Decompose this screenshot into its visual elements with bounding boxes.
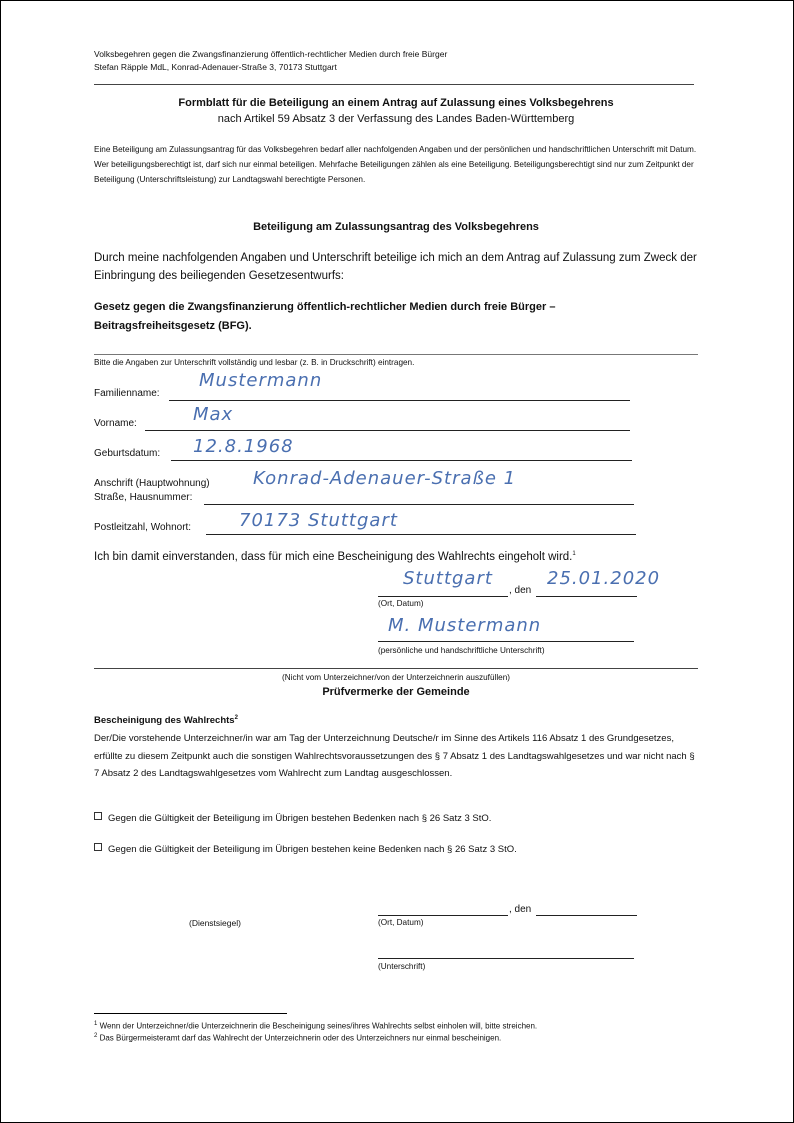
office-divider [94, 668, 698, 669]
header-line-1: Volksbegehren gegen die Zwangsfinanzierung öffentlich-rechtlicher Medien durch freie Bürger [94, 49, 448, 59]
firstname-line [145, 430, 630, 431]
office-signature-line [378, 958, 634, 959]
office-title: Prüfvermerke der Gemeinde [322, 686, 470, 698]
consent-text [94, 551, 576, 563]
date-line [536, 596, 637, 597]
birthdate-line [171, 460, 632, 461]
form-subtitle: nach Artikel 59 Absatz 3 der Verfassung des Landes Baden-Württemberg [217, 113, 575, 125]
place-line [378, 596, 508, 597]
surname-field[interactable]: Mustermann [199, 370, 323, 391]
office-place-line [378, 915, 508, 916]
address-label-1: Anschrift (Hauptwohnung) [94, 478, 210, 489]
signature-field[interactable]: M. Mustermann [388, 615, 542, 636]
header-line-2: Stefan Räpple MdL, Konrad-Adenauer-Straße 3, 70173 Stuttgart [94, 62, 337, 72]
certificate-footnote-mark: 2 [234, 715, 238, 721]
fields-divider [94, 354, 698, 355]
office-den-label: , den [509, 904, 532, 915]
surname-label: Familienname: [94, 388, 160, 399]
checkbox-no-concerns[interactable] [94, 843, 102, 851]
form-title: Formblatt für die Beteiligung an einem Antrag auf Zulassung eines Volksbegehrens [178, 97, 614, 109]
certificate-text: Der/Die vorstehende Unterzeichner/in war am Tag der Unterzeichnung Deutsche/r im Sinne des Artikels 116 Absatz 1 des Grundgesetzes, erfüllte zu diesem Zeitpunkt auch die sonstigen Wahlrechtsvoraussetzungen des § 7 Absatz 1 des Landtagswahlgesetzes und war nicht nach § 7 Absatz 2 des Landtagswahlgesetzes vom Wahlrecht zum Landtag ausgeschlossen. [94, 733, 695, 779]
option-concerns[interactable] [94, 812, 491, 824]
header-divider [94, 84, 694, 85]
firstname-label: Vorname: [94, 418, 137, 429]
consent-footnote-mark: 1 [572, 551, 576, 558]
firstname-field[interactable]: Max [193, 404, 234, 425]
date-field[interactable]: 25.01.2020 [547, 568, 661, 589]
signature-line [378, 641, 634, 642]
footnote-1-mark: 1 [94, 1021, 98, 1027]
office-signature-caption: (Unterschrift) [378, 962, 426, 971]
birthdate-label: Geburtsdatum: [94, 448, 161, 459]
signature-caption: (persönliche und handschriftliche Unterschrift) [378, 646, 545, 655]
postal-field[interactable]: 70173 Stuttgart [239, 510, 398, 531]
declaration-text: Durch meine nachfolgenden Angaben und Unterschrift beteilige ich mich an dem Antrag auf Zulassung zum Zweck der Einbringung des beiliegenden Gesetzesentwurfs: [94, 252, 697, 282]
den-label: , den [509, 585, 532, 596]
certificate-heading [94, 715, 238, 726]
postal-line [206, 534, 636, 535]
footnote-2-mark: 2 [94, 1033, 98, 1039]
consent-sentence: Ich bin damit einverstanden, dass für mich eine Bescheinigung des Wahlrechts eingeholt wird. [94, 551, 573, 563]
option-concerns-label: Gegen die Gültigkeit der Beteiligung im Übrigen bestehen Bedenken nach § 26 Satz 3 StO. [108, 813, 492, 824]
section-title: Beteiligung am Zulassungsantrag des Volksbegehrens [253, 221, 539, 233]
address-label-2: Straße, Hausnummer: [94, 492, 193, 503]
postal-label: Postleitzahl, Wohnort: [94, 522, 192, 533]
office-date-line [536, 915, 637, 916]
law-title: Gesetz gegen die Zwangsfinanzierung öffentlich-rechtlicher Medien durch freie Bürger – Beitragsfreiheitsgesetz (BFG). [94, 301, 556, 332]
certificate-title: Bescheinigung des Wahlrechts [94, 715, 235, 727]
intro-text: Eine Beteiligung am Zulassungsantrag für das Volksbegehren bedarf aller nachfolgenden Angaben und der persönlichen und handschriftlichen Unterschrift mit Datum. Wer beteiligungsberechtigt ist, darf sich nur einmal beteiligen. Mehrfache Beteiligungen zählen als eine Beteiligung. Beteiligungsberechtigt sind nur zum Zeitpunkt der Beteiligung (Unterschriftsleistung) zur Landtagswahl berechtigte Personen. [94, 145, 697, 184]
address-line [204, 504, 634, 505]
option-no-concerns[interactable] [94, 843, 517, 855]
footnote-2-text: Das Bürgermeisteramt darf das Wahlrecht der Unterzeichnerin oder des Unterzeichners nur einmal bescheinigen. [99, 1033, 502, 1043]
footnote-1 [94, 1021, 537, 1031]
address-field[interactable]: Konrad-Adenauer-Straße 1 [253, 468, 517, 489]
surname-line [169, 400, 630, 401]
place-field[interactable]: Stuttgart [403, 568, 493, 589]
birthdate-field[interactable]: 12.8.1968 [193, 436, 294, 457]
footnote-1-text: Wenn der Unterzeichner/die Unterzeichnerin die Bescheinigung seines/ihres Wahlrechts selbst einholen will, bitte streichen. [99, 1021, 538, 1031]
office-note: (Nicht vom Unterzeichner/von der Unterzeichnerin auszufüllen) [282, 673, 510, 682]
seal-caption: (Dienstsiegel) [189, 918, 241, 928]
footnote-2 [94, 1033, 501, 1043]
place-date-caption: (Ort, Datum) [378, 599, 424, 608]
footnote-divider [94, 1013, 287, 1014]
checkbox-concerns[interactable] [94, 812, 102, 820]
fill-instructions: Bitte die Angaben zur Unterschrift vollständig und lesbar (z. B. in Druckschrift) eintragen. [94, 358, 415, 367]
option-no-concerns-label: Gegen die Gültigkeit der Beteiligung im Übrigen bestehen keine Bedenken nach § 26 Satz 3 StO. [108, 844, 517, 855]
office-place-date-caption: (Ort, Datum) [378, 918, 424, 927]
